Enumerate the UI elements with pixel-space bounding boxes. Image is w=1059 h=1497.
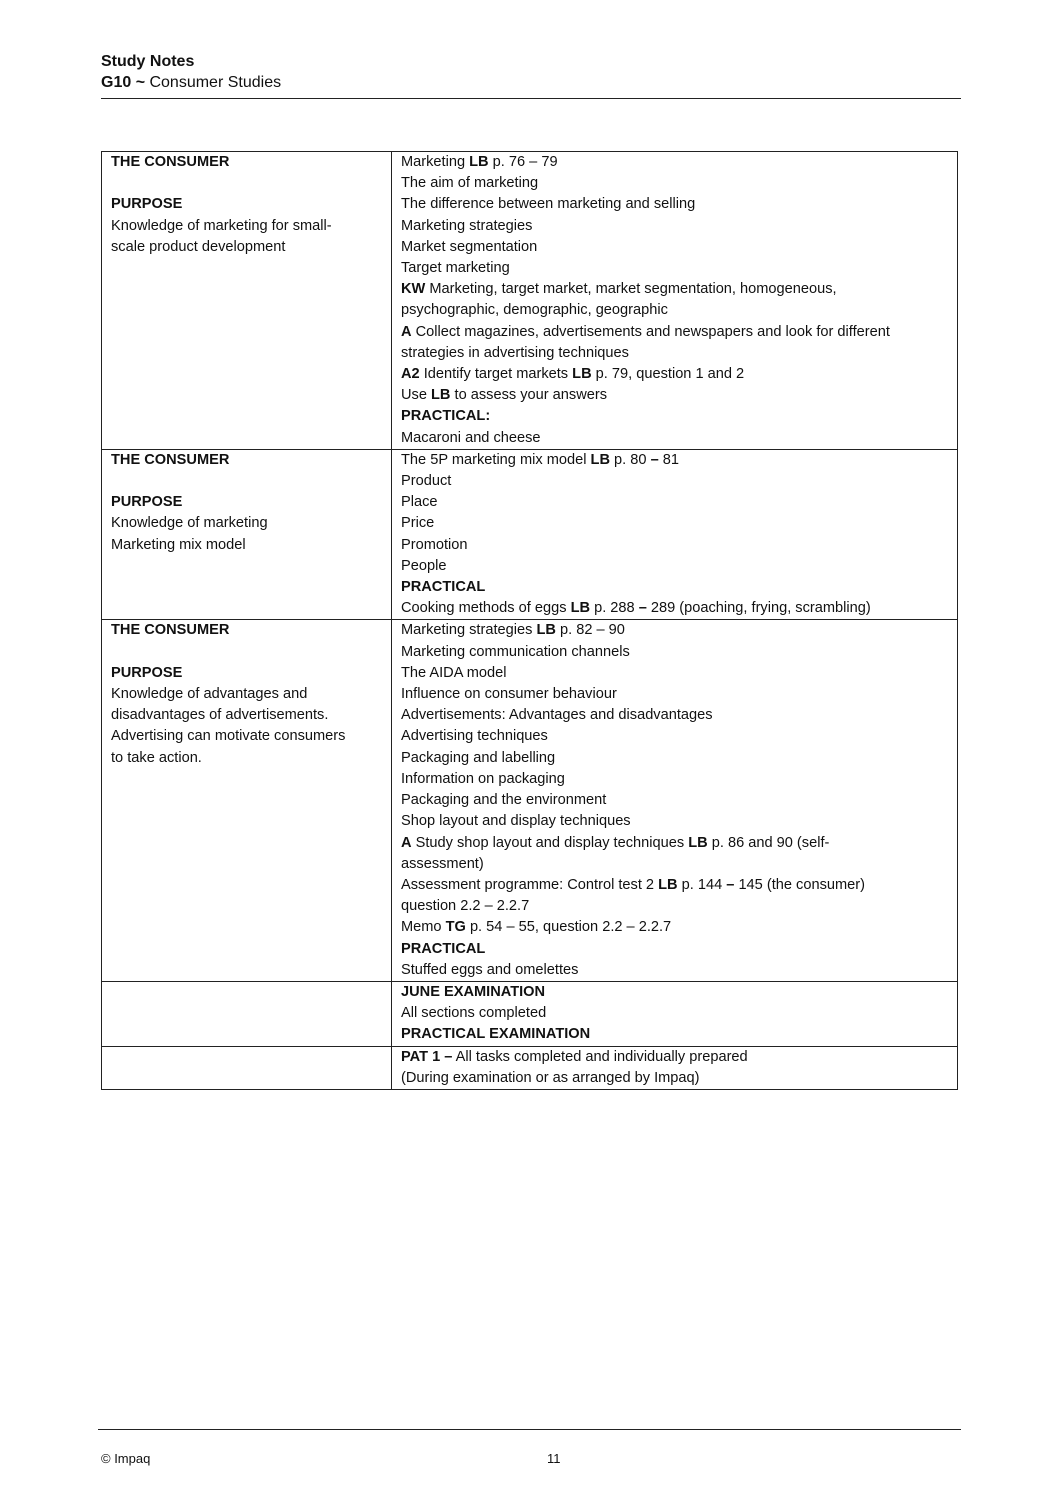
study-plan-body — [102, 152, 958, 1090]
footer-copyright: © Impaq — [101, 1451, 151, 1466]
text: Advertising techniques — [401, 728, 548, 745]
bold-text: KW — [401, 281, 426, 298]
content-cell — [392, 620, 958, 981]
content-line — [401, 705, 948, 726]
bold-text: TG — [445, 919, 466, 936]
content-line — [401, 237, 948, 258]
content-line — [401, 428, 948, 449]
text: The AIDA model — [401, 664, 507, 681]
content-line — [401, 642, 948, 663]
text: Marketing strategies — [401, 217, 533, 234]
header-subtitle — [101, 72, 961, 93]
bold-text: PRACTICAL — [401, 579, 486, 596]
topic-cell — [102, 981, 392, 1046]
content-line — [401, 1024, 948, 1045]
content-line — [401, 216, 948, 237]
text: Promotion — [401, 536, 468, 553]
spacer — [111, 642, 382, 663]
text: Place — [401, 494, 438, 511]
bold-text: – — [650, 451, 659, 468]
footer-divider — [98, 1429, 961, 1430]
text: 289 (poaching, frying, scrambling) — [646, 600, 871, 617]
content-line — [401, 322, 948, 343]
bold-text: – — [638, 600, 647, 617]
text: Information on packaging — [401, 770, 565, 787]
topic-heading: THE CONSUMER — [111, 622, 230, 639]
text: Market segmentation — [401, 238, 538, 255]
text: Identify target markets — [419, 366, 573, 383]
text: p. 79, question 1 and 2 — [591, 366, 745, 383]
purpose-text: Advertising can motivate consumers — [111, 728, 346, 745]
topic-heading: THE CONSUMER — [111, 451, 230, 468]
bold-text: LB — [469, 154, 489, 170]
header-divider — [101, 98, 961, 99]
text: p. 144 — [677, 876, 727, 893]
text: question 2.2 – 2.2.7 — [401, 898, 530, 915]
content-line — [401, 450, 948, 471]
content-line — [401, 1068, 948, 1089]
purpose-label: PURPOSE — [111, 196, 183, 213]
spacer — [111, 173, 382, 194]
page-number: 11 — [547, 1451, 561, 1466]
text: The 5P marketing mix model — [401, 451, 591, 468]
bold-text: – — [726, 876, 735, 893]
text: The difference between marketing and selling — [401, 196, 696, 213]
bold-text: LB — [590, 451, 610, 468]
topic-cell — [102, 152, 392, 450]
content-line — [401, 364, 948, 385]
purpose-text: Knowledge of advantages and — [111, 686, 308, 703]
text: (During examination or as arranged by Impaq) — [401, 1069, 700, 1086]
table-row — [102, 620, 958, 981]
text: Use — [401, 387, 432, 404]
bold-text: A2 — [401, 366, 420, 383]
purpose-label: PURPOSE — [111, 664, 183, 681]
content-line — [401, 769, 948, 790]
text: Assessment programme: Control test 2 — [401, 876, 659, 893]
bold-text: JUNE EXAMINATION — [401, 983, 546, 1000]
header-title: Study Notes — [101, 53, 195, 70]
text: Marketing, target market, market segmentation, homogeneous, — [425, 281, 837, 298]
text: p. 76 – 79 — [488, 154, 558, 170]
content-line — [401, 790, 948, 811]
content-line — [401, 1047, 948, 1068]
text: psychographic, demographic, geographic — [401, 302, 668, 319]
content-line — [401, 300, 948, 321]
content-cell — [392, 449, 958, 620]
text: to assess your answers — [450, 387, 608, 404]
bold-text: A — [401, 323, 412, 340]
content-line — [401, 748, 948, 769]
content-line — [401, 896, 948, 917]
content-line — [401, 960, 948, 981]
text: The aim of marketing — [401, 175, 539, 192]
content-line — [401, 492, 948, 513]
bold-text: A — [401, 834, 412, 851]
bold-text: PRACTICAL EXAMINATION — [401, 1026, 591, 1043]
topic-cell — [102, 620, 392, 981]
purpose-text: Knowledge of marketing — [111, 515, 268, 532]
content-line — [401, 620, 948, 641]
content-line — [401, 535, 948, 556]
table-row — [102, 981, 958, 1046]
topic-heading: THE CONSUMER — [111, 154, 230, 170]
text: p. 288 — [590, 600, 639, 617]
purpose-text: Marketing mix model — [111, 536, 246, 553]
purpose-label: PURPOSE — [111, 494, 183, 511]
spacer — [111, 471, 382, 492]
content-line — [401, 726, 948, 747]
content-line — [401, 598, 948, 619]
bold-text: PRACTICAL — [401, 940, 486, 957]
text: p. 80 — [610, 451, 651, 468]
bold-text: PAT 1 – — [401, 1048, 453, 1065]
text: Packaging and labelling — [401, 749, 556, 766]
text: strategies in advertising techniques — [401, 344, 629, 361]
content-line — [401, 173, 948, 194]
text: Marketing strategies — [401, 622, 537, 639]
content-line — [401, 513, 948, 534]
content-line — [401, 258, 948, 279]
text: Macaroni and cheese — [401, 429, 541, 446]
content-cell — [392, 981, 958, 1046]
bold-text: PRACTICAL: — [401, 408, 491, 425]
text: Influence on consumer behaviour — [401, 686, 617, 703]
content-line — [401, 684, 948, 705]
content-line — [401, 406, 948, 427]
text: 145 (the consumer) — [734, 876, 865, 893]
text: All tasks completed and individually prepared — [452, 1048, 748, 1065]
content-line — [401, 917, 948, 938]
content-line — [401, 875, 948, 896]
content-line — [401, 471, 948, 492]
purpose-text: to take action. — [111, 749, 202, 766]
text: assessment) — [401, 855, 484, 872]
header-subject: Consumer Studies — [145, 74, 282, 91]
text: Memo — [401, 919, 446, 936]
bold-text: LB — [431, 387, 451, 404]
bold-text: LB — [536, 622, 556, 639]
bold-text: LB — [570, 600, 591, 617]
text: Product — [401, 473, 452, 490]
text: Packaging and the environment — [401, 792, 607, 809]
content-cell — [392, 152, 958, 450]
content-line — [401, 833, 948, 854]
content-line — [401, 1003, 948, 1024]
text: Collect magazines, advertisements and newspapers and look for different — [411, 323, 890, 340]
content-line — [401, 854, 948, 875]
content-line — [401, 663, 948, 684]
text: All sections completed — [401, 1005, 547, 1022]
content-line — [401, 343, 948, 364]
table-row — [102, 152, 958, 450]
page-header — [101, 51, 961, 93]
text: Shop layout and display techniques — [401, 813, 631, 830]
bold-text: LB — [658, 876, 678, 893]
content-line — [401, 194, 948, 215]
text: Cooking methods of eggs — [401, 600, 571, 617]
text: Study shop layout and display techniques — [411, 834, 689, 851]
table-row — [102, 449, 958, 620]
topic-cell — [102, 1046, 392, 1089]
text: 81 — [658, 451, 679, 468]
content-line — [401, 939, 948, 960]
content-line — [401, 556, 948, 577]
content-line — [401, 152, 948, 173]
text: Target marketing — [401, 260, 510, 277]
purpose-text: Knowledge of marketing for small- — [111, 217, 332, 234]
bold-text: LB — [572, 366, 592, 383]
purpose-text: scale product development — [111, 238, 286, 255]
content-line — [401, 811, 948, 832]
text: Stuffed eggs and omelettes — [401, 961, 579, 978]
text: p. 82 – 90 — [555, 622, 625, 639]
bold-text: LB — [688, 834, 708, 851]
topic-cell — [102, 449, 392, 620]
text: p. 54 – 55, question 2.2 – 2.2.7 — [465, 919, 672, 936]
content-line — [401, 577, 948, 598]
text: Price — [401, 515, 435, 532]
text: Marketing — [401, 154, 470, 170]
study-plan-table — [101, 151, 958, 1090]
text: p. 86 and 90 (self- — [707, 834, 830, 851]
header-grade: G10 ~ — [101, 74, 146, 91]
text: Advertisements: Advantages and disadvantages — [401, 707, 713, 724]
table-row — [102, 1046, 958, 1089]
content-line — [401, 385, 948, 406]
content-line — [401, 982, 948, 1003]
purpose-text: disadvantages of advertisements. — [111, 707, 329, 724]
text: Marketing communication channels — [401, 643, 630, 660]
content-line — [401, 279, 948, 300]
text: People — [401, 557, 447, 574]
content-cell — [392, 1046, 958, 1089]
